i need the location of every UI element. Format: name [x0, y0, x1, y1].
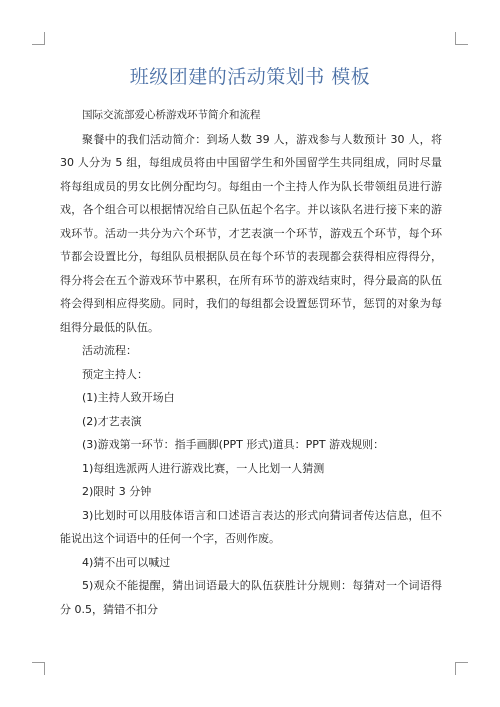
- rule-3: 3)比划时可以用肢体语言和口述语言表达的形式向猜词者传达信息，但不能说出这个词语中的任何一个字，否则作废。: [60, 508, 442, 545]
- document-body: [60, 104, 442, 621]
- rule-1: 1)每组选派两人进行游戏比赛，一人比划一人猜测: [82, 461, 325, 475]
- crop-mark-bottom-right: [455, 662, 468, 675]
- step-talent-show: (2)才艺表演: [82, 414, 142, 428]
- rule-4: 4)猜不出可以喊过: [82, 555, 171, 569]
- intro-paragraph: 聚餐中的我们活动简介：到场人数 39 人，游戏参与人数预计 30 人，将 30 人分为 5 组，每组成员将由中国留学生和外国留学生共同组成，同时尽量将每组成员的男女比例分配均匀。每组由一个主持人作为队长带领组员进行游戏，各个组合可以根据情况给自己队伍起个名字。并以该队名进行接下来的游戏环节。活动一共分为六个环节，才艺表演一个环节，游戏五个环节，每个环节都会设置比分，每组队员根据队员在每个环节的表现都会获得相应得得分，得分将会在五个游戏环节中累积，在所有环节的游戏结束时，得分最高的队伍将会得到相应得奖励。同时，我们的每组都会设置惩罚环节，惩罚的对象为每组得分最低的队伍。: [60, 132, 442, 334]
- crop-mark-top-left: [32, 32, 45, 45]
- document-title: 班级团建的活动策划书 模板: [129, 66, 371, 88]
- step-opening: (1)主持人致开场白: [82, 391, 175, 404]
- host-line: 预定主持人：: [82, 367, 148, 381]
- crop-mark-bottom-left: [32, 662, 45, 675]
- step-game-one: (3)游戏第一环节：指手画脚(PPT 形式)道具：PPT 游戏规则：: [82, 438, 385, 451]
- intro-heading: 国际交流部爱心桥游戏环节简介和流程: [82, 109, 261, 121]
- rule-2: 2)限时 3 分钟: [82, 485, 152, 498]
- crop-mark-top-right: [455, 32, 468, 45]
- rule-5: 5)观众不能提醒，猜出词语最大的队伍获胜计分规则：每猜对一个词语得分 0.5，猜错不扣分: [60, 579, 442, 616]
- process-heading: 活动流程：: [82, 344, 137, 357]
